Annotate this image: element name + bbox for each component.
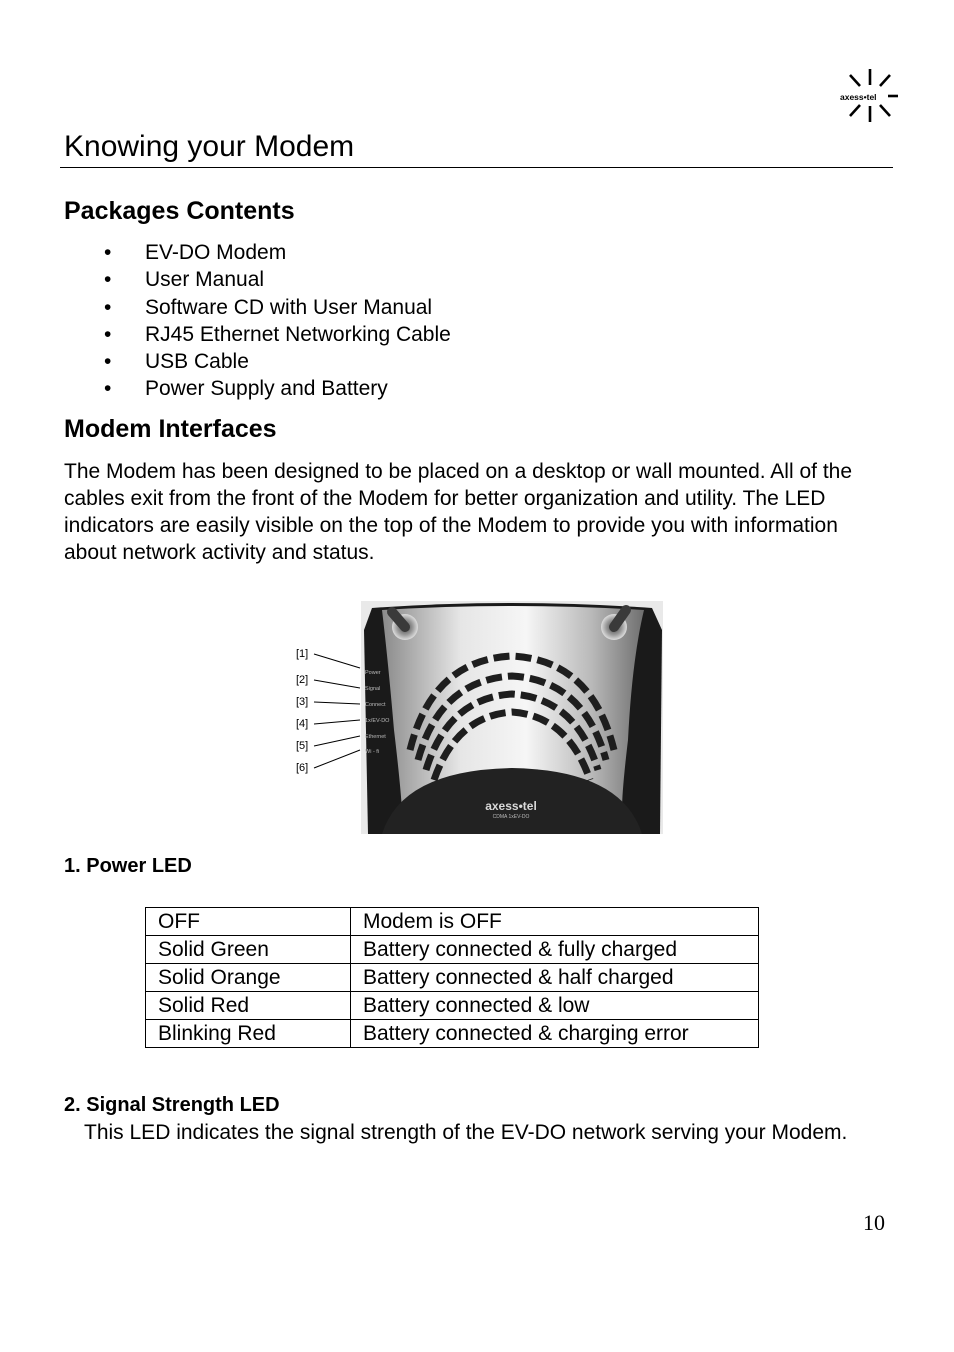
modem-image <box>292 600 664 836</box>
power-led-table <box>145 907 759 1048</box>
page-title: Knowing your Modem <box>64 130 355 163</box>
callout-1: [1] <box>296 648 309 660</box>
callout-6: [6] <box>296 762 309 774</box>
led-label-signal: Signal <box>365 686 381 692</box>
logo-text: axess•tel <box>840 92 877 102</box>
table-row: Solid Orange Battery connected & half charged <box>146 964 759 992</box>
title-divider <box>60 167 893 168</box>
led-label-connect: Connect <box>365 702 386 708</box>
led-label-wifi: Wi - fi <box>365 749 380 755</box>
table-row: OFF Modem is OFF <box>146 908 759 936</box>
bullet-icon: • <box>104 377 112 401</box>
callout-3: [3] <box>296 696 309 708</box>
led-label-evdo: 1x/EV-DO <box>365 718 390 724</box>
callout-4: [4] <box>296 718 309 730</box>
page-number: 10 <box>863 1210 885 1235</box>
axesstel-logo <box>832 66 898 126</box>
interfaces-paragraph: The Modem has been designed to be placed on a desktop or wall mounted. All of the cables exit from the front of the Modem for better organization and utility. The LED indicators are easily visible on the top of the Modem to provide you with information about network activity and status. <box>64 460 853 564</box>
device-model: CDMA 1xEV-DO <box>492 814 530 820</box>
packages-heading: Packages Contents <box>64 197 295 225</box>
led-label-ethernet: Ethernet <box>365 734 386 740</box>
signal-led-paragraph: This LED indicates the signal strength of the EV-DO network serving your Modem. <box>84 1121 848 1144</box>
bullet-icon: • <box>104 350 112 374</box>
bullet-icon: • <box>104 295 112 319</box>
signal-led-heading: 2. Signal Strength LED <box>64 1094 280 1116</box>
power-led-heading: 1. Power LED <box>64 855 192 877</box>
interfaces-heading: Modem Interfaces <box>64 415 277 443</box>
callout-5: [5] <box>296 740 309 752</box>
callout-2: [2] <box>296 674 309 686</box>
bullet-icon: • <box>104 241 112 264</box>
table-row: Solid Green Battery connected & fully charged <box>146 936 759 964</box>
device-brand: axess•tel <box>485 799 537 813</box>
table-row: Blinking Red Battery connected & charging error <box>146 1020 759 1048</box>
led-label-power: Power <box>365 670 381 676</box>
bullet-icon: • <box>104 322 112 346</box>
table-row: Solid Red Battery connected & low <box>146 992 759 1020</box>
bullet-icon: • <box>104 268 112 292</box>
